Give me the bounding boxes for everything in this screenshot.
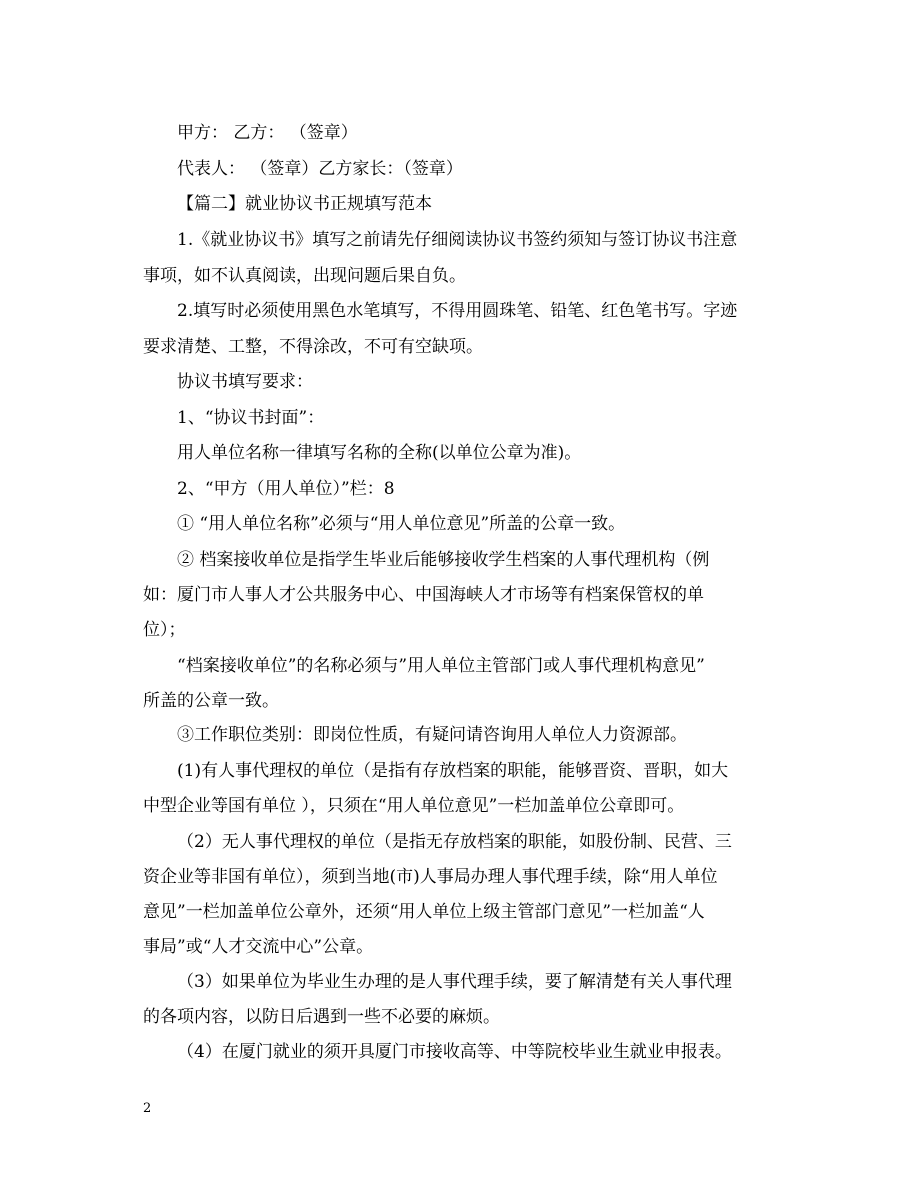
- paragraph-line: ③工作职位类别：即岗位性质，有疑问请咨询用人单位人力资源部。: [177, 725, 687, 745]
- paragraph-line: 用人单位名称一律填写名称的全称(以单位公章为准)。: [177, 443, 582, 463]
- paragraph-line: （2）无人事代理权的单位（是指无存放档案的职能，如股份制、民营、三: [177, 832, 732, 852]
- paragraph-line: “档案接收单位”的名称必须与”用人单位主管部门或人事代理机构意见”: [177, 656, 705, 676]
- paragraph-line: 1、“协议书封面”：: [177, 408, 325, 428]
- paragraph-line: 如：厦门市人事人才公共服务中心、中国海峡人才市场等有档案保管权的单: [143, 585, 704, 605]
- signature-line-representative: 代表人： （签章）乙方家长：（签章）: [177, 159, 463, 179]
- paragraph-line: （3）如果单位为毕业生办理的是人事代理手续，要了解清楚有关人事代理: [177, 972, 732, 992]
- paragraph-line: ① “用人单位名称”必须与“用人单位意见”所盖的公章一致。: [177, 514, 626, 534]
- subheading: 协议书填写要求：: [177, 372, 313, 392]
- paragraph-line: 所盖的公章一致。: [143, 691, 279, 711]
- paragraph-line: 2.填写时必须使用黑色水笔填写，不得用圆珠笔、铅笔、红色笔书写。字迹: [177, 301, 738, 321]
- paragraph-line: 2、“甲方（用人单位）”栏：8: [177, 479, 395, 499]
- paragraph-line: 位）；: [143, 620, 186, 640]
- section-heading: 【篇二】就业协议书正规填写范本: [177, 194, 432, 214]
- paragraph-line: （4）在厦门就业的须开具厦门市接收高等、中等院校毕业生就业申报表。: [177, 1042, 732, 1062]
- paragraph-line: ② 档案接收单位是指学生毕业后能够接收学生档案的人事代理机构（例: [177, 550, 710, 570]
- paragraph-line: 中型企业等国有单位 ），只须在“用人单位意见”一栏加盖单位公章即可。: [143, 796, 685, 816]
- paragraph-line: 资企业等非国有单位），须到当地(市)人事局办理人事代理手续，除“用人单位: [143, 867, 718, 887]
- paragraph-line: 事局”或“人才交流中心”公章。: [143, 937, 374, 957]
- paragraph-line: 要求清楚、工整，不得涂改，不可有空缺项。: [143, 337, 483, 357]
- paragraph-line: 1.《就业协议书》填写之前请先仔细阅读协议书签约须知与签订协议书注意: [177, 230, 738, 250]
- paragraph-line: 的各项内容，以防日后遇到一些不必要的麻烦。: [143, 1007, 500, 1027]
- page-number: 2: [143, 1101, 152, 1116]
- signature-line-parties: 甲方： 乙方： （签章）: [177, 123, 358, 143]
- paragraph-line: (1)有人事代理权的单位（是指有存放档案的职能，能够晋资、晋职，如大: [177, 761, 729, 781]
- paragraph-line: 意见”一栏加盖单位公章外，还须“用人单位上级主管部门意见”一栏加盖“人: [143, 902, 705, 922]
- paragraph-line: 事项，如不认真阅读，出现问题后果自负。: [143, 266, 466, 286]
